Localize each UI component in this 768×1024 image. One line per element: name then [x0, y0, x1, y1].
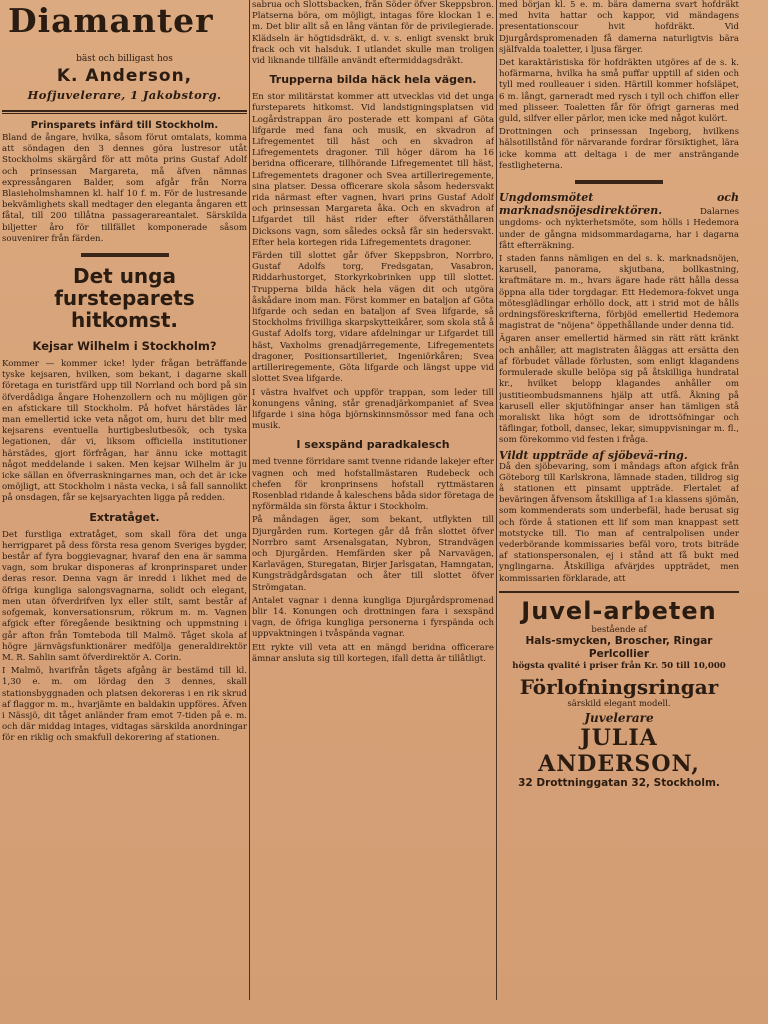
article-text — [499, 192, 739, 252]
ad-price: högsta qvalité i priser från Kr. 50 till 10,000 — [512, 660, 726, 671]
column-divider — [249, 0, 250, 1000]
column-left — [2, 0, 247, 747]
article-text: På måndagen äger, som bekant, utflykten till Djurgården rum. Kortegen går då från slottet öfver Norrbro samt Arsenalsgatan, Nybron, Strandvägen och Djurgården. Hemfärden sker på Narvavägen, Karlavägen, Sturegatan, Birjer Jarlsgatan, Hamngatan, Kungsträdgårdsgatan och åter till slottet öfver Strömgatan. — [252, 515, 494, 593]
article-text: Det karaktäristiska för hofdräkten utgöres af de s. k. hofärmarna, hvilka ha små puffar upptill af siden och tyll med roulleauer i siden. Härtill kommer hofsläpet, 6 m. långt, garneradt med rysch i tyll och chiffon eller med plisseer. Toaletten får för öfrigt garneras med guld, silfver eller pärlor, men icke med något kulört. — [499, 58, 739, 125]
article-text: En stor militärstat kommer att utvecklas vid det unga fursteparets hitkomst. Vid landstigningsplatsen vid Logårdstrappan äro posterade ett kompani af Göta lifgarde med fana och musik, en skvadron af Lifregementet till häst och en skvadron af Lifregementets dragoner. Till höger därom ha 16 beridna officerare, tillhörande Lifregementet till häst, Lifregementets dragoner och Svea artilleriregemente, sina platser. Dessa officerare skola såsom hedersvakt rida närmast efter vagnen, hvari prins Gustaf Adolf och prinsessan Margareta åka. Och en skvadron af Lifgardet till häst rider efter öfverstäthållaren Dicksons vagn, som således också får sin hedersvakt. Efter hela kortegen rida Lifregementets dragoner. — [252, 92, 494, 248]
ad-title-2: Förlofningsringar — [519, 674, 719, 699]
main-headline: Det unga fursteparets hitkomst. — [54, 264, 195, 333]
article-heading: Ungdomsmötet och marknadsnöjesdirektören. — [499, 191, 739, 218]
article-text: I Malmö, hvarifrån tågets afgång är bestämd till kl. 1,30 e. m. om lördag den 3 dennes, skall stationsbyggnaden och platsen dekoreras i en rik skrud af flaggor m. m., hvarjämte en baldakin uppföres. Äfven i Nässjö, dit tåget anländer fram emot 7-tiden på e. m. och där middag intages, vidtagas särskilda anordningar för en riklig och smakfull dekorering af stationen. — [2, 666, 247, 744]
ad-address: Hofjuvelerare, 1 Jakobstorg. — [27, 88, 222, 102]
article-text: Drottningen och prinsessan Ingeborg, hvilkens hälsotillstånd för närvarande fordrar försiktighet, lära icke komma att deltaga i de mer ansträngande festligheterna. — [499, 127, 739, 171]
column-right — [499, 0, 739, 789]
article-text: med början kl. 5 e. m. bära damerna svart hofdräkt med hvita hattar och kappor, vid mändagens presentationscour hvit hofdräkt. Vid Djurgårdspromenaden få damerna naturligtvis bära själfvalda toaletter, i ljusa färger. — [499, 0, 739, 55]
article-lead: Dalarnes ungdoms- och nykterhetsmöte, som hölls i Hedemora under de gångna midsommardagarna, har i dagarna fått efterräkning. — [499, 207, 739, 251]
section-heading: Extratåget. — [89, 510, 160, 524]
article-text: Bland de ångare, hvilka, såsom förut omtalats, komma att söndagen den 3 dennes göra lustresor utåt Stockholms skärgård för att möta prins Gustaf Adolf och prinsessan Margareta, må äfven nämnas expressångaren Balder, som afgår från Norra Blasieholmshamnen kl. half 10 f. m. För de lustresande bekvämlighets skall medtager den eleganta ångaren ett fåtal, till 200 tillåtna passagerareantalet. Särskilda biljetter åro för tillfället komponerade såsom souvenirer från färden. — [2, 133, 247, 244]
article-text: sabrua och Slottsbacken, från Söder öfver Skeppsbron. Platserna böra, om möjligt, intagas före klockan 1 e. m. Det blir allt så en lång väntan för de privilegierade. Klädseln är högtidsdräkt, d. v. s. enligt svenskt bruk frack och vit halsduk. I utlandet skulle man troligen vid liknande tillfälle användt eftermiddagsdräkt. — [252, 0, 494, 67]
article-text: Då den sjöbevaring, som i måndags afton afgick från Göteborg till Karlskrona, lämnade staden, tilldrog sig å stationen ett pinsamt uppträde. Flertalet af beväringen åfvensom åtskilliga af 1:a klassens sjömän, som kommenderats som underbefäl, hade berusat sig och förde å stationen ett lif som man knappast sett motstycke till. Tio man af centralpolisen under vederbörande kommissaries befäl voro, trots biträde af stationspersonalen, ej i stånd att få bukt med ynglingarna. Åtskilliga afvärjdes uppträdet, men kommissarien förklarade, att — [499, 461, 739, 584]
ad-subtitle: bestående af — [591, 624, 647, 635]
article-text: Färden till slottet går öfver Skeppsbron, Norrbro, Gustaf Adolfs torg, Fredsgatan, Vasabron, Riddarhustorget, Storkyrkobrinken upp till slottet. Trupperna bilda häck hela vägen dit och utgöra åskådare inom man. Först kommer en bataljon af Göta lifgarde och sedan en bataljon af Svea lifgarde, så Stockholms frivilliga skarpskytteikårer, som skola stå å Gustaf Adolfs torg, vidare afdelningar ur Lifgardet till häst, Vaxholms grenadjärregemente, Lifregementets dragoner, Positionsartilleriet, Ingeniörkåren; Svea artilleriregemente, Göta lifgarde och längst uppe vid slottet Svea lifgarde. — [252, 251, 494, 385]
sub-headline: Kejsar Wilhelm i Stockholm? — [32, 339, 217, 354]
article-text: Kommer — kommer icke! lyder frågan beträffande tyske kejsaren, hvilken, som bekant, i dagarne skall företaga en turistfärd upp till Norrland och bord på sin öfverdådiga ångare Hohenzollern och nu möjligen gör en afstickare till Stockholm. På hofvet härstädes lär man emellertid icke veta något om, huru det blir med kejsarens eventuella hurtigbeslutbesök, och tyska legationen, där vi, liksom officiella institutioner härstädes, gjort förfrågan, har ännu icke mottagit något meddelande i saken. Men kejsar Wilhelm är ju icke sällan en öfverraskningarnes man, och det är icke omöjligt, att Stockholm i nästa vecka, i så fall sannolikt på onsdagen, får se kejsaryachten ligga på redden. — [2, 359, 247, 504]
article-text: Det furstliga extratåget, som skall föra det unga herrigparet på dess första resa genom Sveriges bygder, består af fyra boggievagnar, hvaraf den ena är samma vagn, som brukar disponeras af kronprinsparet under deras resor. Denna vagn är inredd i likhet med de öfriga kungliga salongsvagnarna, solidt och elegant, men utan öfverdrifven lyx eller stilt, samt består af sofgemak, konversationsrum, rökrum m. m. Vagnen afgick efter föregående besiktning och uppmstning i går afton från Tomteboda till Malmö. Tåget skola af högre järnvägsfunktionärer medfölja generaldirektör M. R. Sahlin samt öfverdirektör A. Corin. — [2, 529, 247, 663]
article-text: med tvenne förridare samt tvenne ridande lakejer efter vagnen och med hofstallmästaren Rudebeck och chefen för kronprinsens hofstall ryttmästaren Rosenblad ridande å kaleschens båda sidor företaga de nyförmälda sin första åktur i Stockholm. — [252, 457, 494, 513]
ad-name: JULIA ANDERSON, — [538, 724, 700, 777]
section-heading: Trupperna bilda häck hela vägen. — [269, 73, 477, 87]
divider — [2, 110, 247, 114]
section-heading: I sexspänd paradkalesch — [296, 438, 450, 452]
article-heading: Vildt uppträde af sjöbevä-ring. — [499, 448, 688, 462]
divider — [575, 180, 663, 184]
article-heading: Prinsparets infärd till Stockholm. — [30, 120, 219, 131]
diamanter-advertisement — [2, 1, 247, 102]
ad-subtitle: särskild elegant modell. — [567, 698, 671, 709]
ad-address: 32 Drottninggatan 32, Stockholm. — [518, 776, 720, 789]
ad-name: K. Anderson, — [56, 66, 193, 86]
article-text: I västra hvalfvet och uppför trappan, som leder till konungens våning, står grenadjärkompaniet af Svea lifgarde i sina höga björnskinnsmössor med fana och musik. — [252, 387, 494, 432]
column-middle — [252, 0, 494, 667]
ad-title: Diamanter — [8, 1, 214, 40]
article-text: Antalet vagnar i denna kungliga Djurgårdspromenad blir 14. Konungen och drottningen fara i sexspänd vagn, de öfriga kungliga personerna i fyrspända och uppvaktningen i tvåspända vagnar. — [252, 595, 494, 640]
juvel-advertisement — [499, 591, 739, 789]
article-text: I staden fanns nämligen en del s. k. marknadsnöjen, karusell, panorama, skjutbana, bollkastning, kraftmätare m. m., hvars ägare hade rätt hålla dessa öppna alla tider torgdagar. Ett Hedemora-fokvet unga mötesglädlingar erhöllo dock, att i strid mot de hålls ordningsföreskrifterna, förbjöd emellertid Hedemora magistrat de "nöjena" öppethållande under denna tid. — [499, 254, 739, 332]
article-text: Ägaren anser emellertid härmed sin rätt rätt kränkt och anhåller, att magistraten åläggas att ersätta den af förbudet vållade förlusten, som enligt klagandens formulerade skulle belöpa sig på åtskilliga hundratal kr., hvilket belopp klagandes anhåller om justitieombudsmannens hjälp att utfå. Åkning på karusell eller skjutöfningar anser han tämligen stå moraliskt lika högt som de idrottsöfningar och täflingar, fotboll, dansec, lekar, simuppvisningar m. fl., som förekommo vid festen i fråga. — [499, 334, 739, 446]
ad-tagline: bäst och billigast hos — [76, 54, 173, 64]
ad-products: Perlcollier — [588, 647, 650, 660]
ad-title: Juvel-arbeten — [521, 596, 717, 625]
ad-profession: Juvelerare — [584, 710, 654, 725]
divider — [81, 253, 169, 257]
ad-products: Hals-smycken, Broscher, Ringar — [525, 634, 713, 647]
column-divider — [496, 0, 497, 1000]
article-text: Ett rykte vill veta att en mängd beridna officerare ämnar ansluta sig till kortegen, ifall detta är tillåtligt. — [252, 642, 494, 664]
